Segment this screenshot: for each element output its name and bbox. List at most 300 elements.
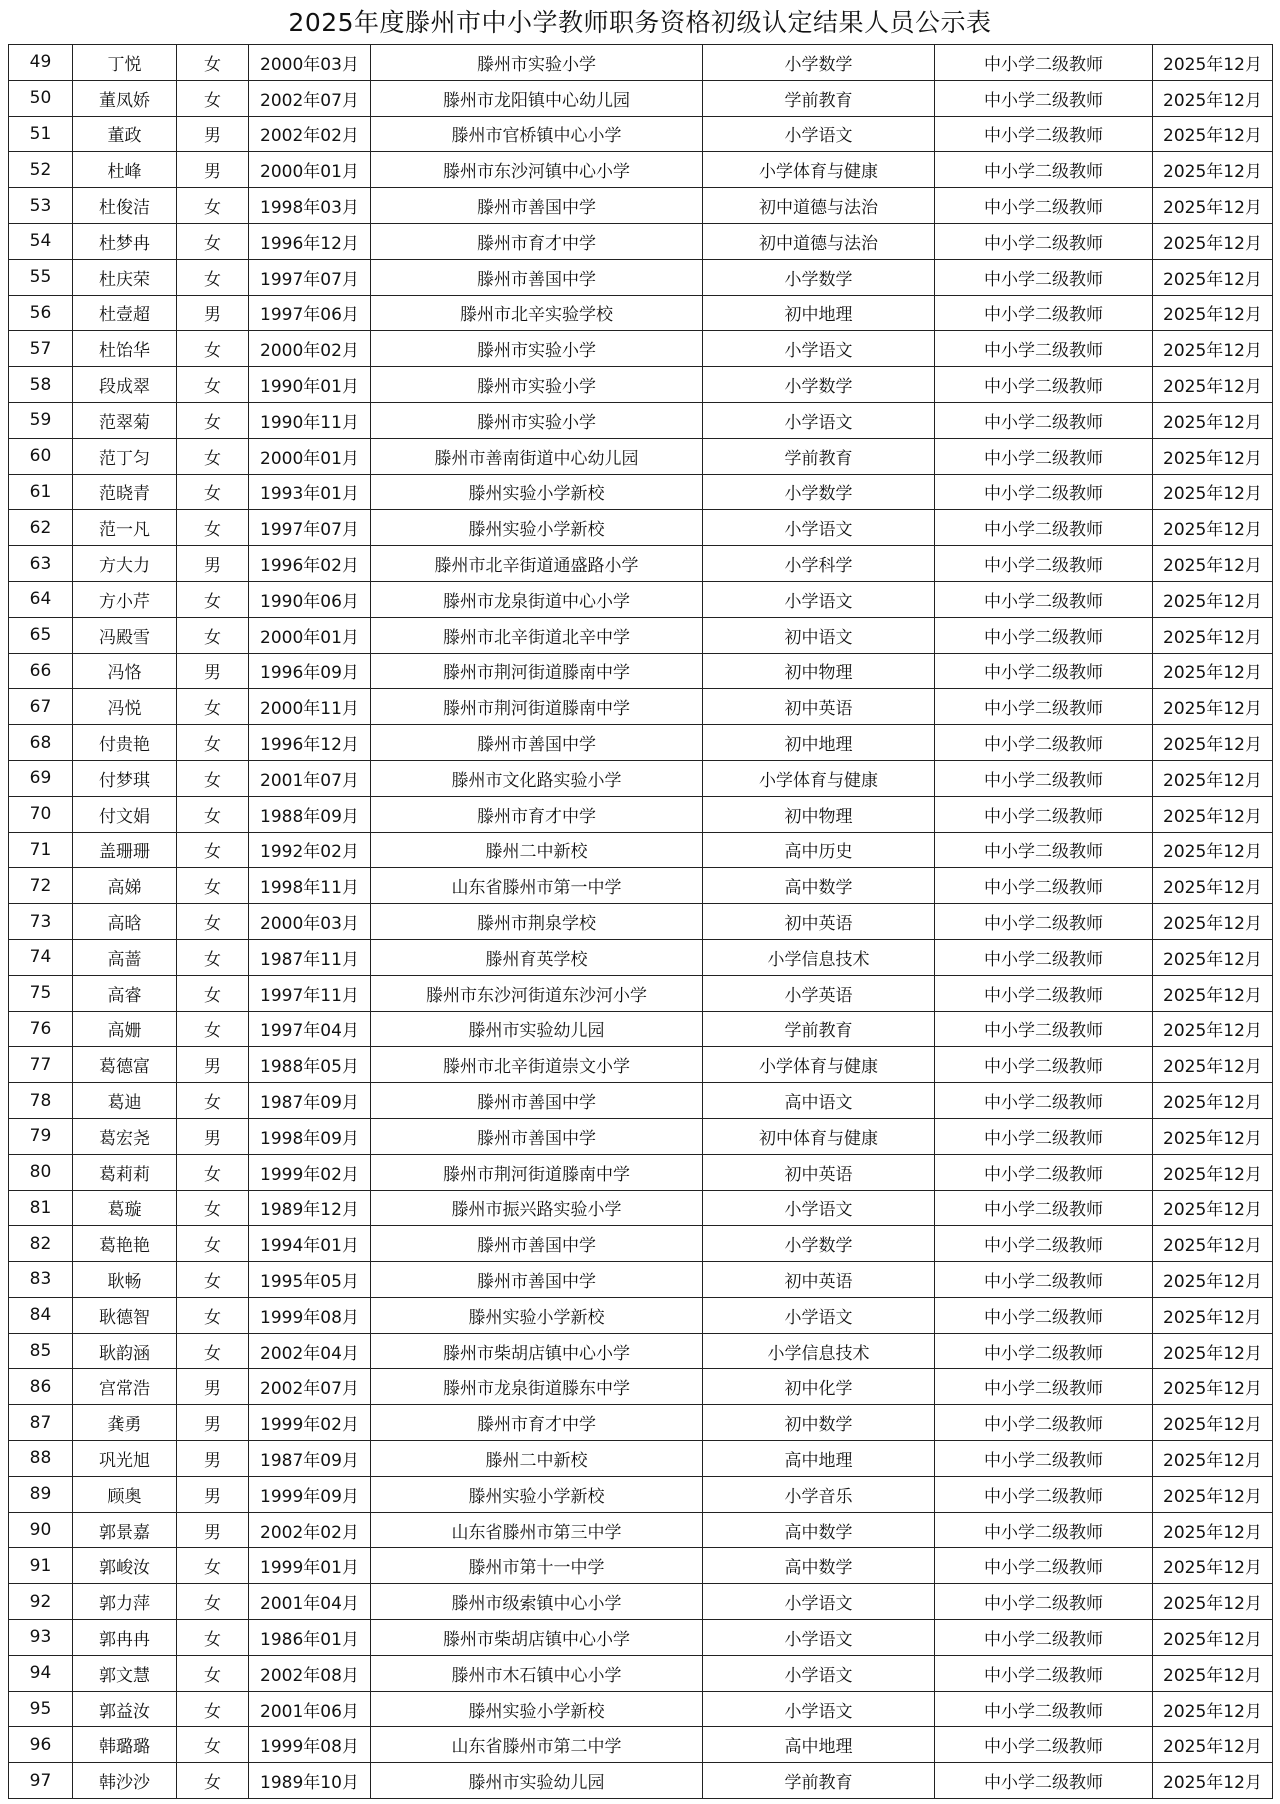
- birth-cell: 1987年11月: [249, 939, 371, 975]
- birth-cell: 1999年01月: [249, 1548, 371, 1584]
- date-cell: 2025年12月: [1153, 653, 1273, 689]
- school-cell: 滕州市善国中学: [371, 1226, 703, 1262]
- title-cell: 中小学二级教师: [935, 438, 1153, 474]
- date-cell: 2025年12月: [1153, 1369, 1273, 1405]
- subject-cell: 高中地理: [703, 1441, 935, 1477]
- birth-cell: 1990年11月: [249, 402, 371, 438]
- birth-cell: 1998年11月: [249, 868, 371, 904]
- name-cell: 冯殿雪: [73, 617, 177, 653]
- gender-cell: 女: [177, 1763, 249, 1799]
- school-cell: 滕州市善国中学: [371, 259, 703, 295]
- gender-cell: 女: [177, 1620, 249, 1656]
- gender-cell: 女: [177, 1333, 249, 1369]
- title-cell: 中小学二级教师: [935, 1333, 1153, 1369]
- serial-cell: 90: [9, 1512, 73, 1548]
- school-cell: 滕州育英学校: [371, 939, 703, 975]
- date-cell: 2025年12月: [1153, 1226, 1273, 1262]
- table-row: [9, 152, 1273, 188]
- subject-cell: 高中地理: [703, 1727, 935, 1763]
- date-cell: 2025年12月: [1153, 474, 1273, 510]
- gender-cell: 女: [177, 796, 249, 832]
- name-cell: 顾奥: [73, 1476, 177, 1512]
- title-cell: 中小学二级教师: [935, 331, 1153, 367]
- date-cell: 2025年12月: [1153, 1763, 1273, 1799]
- school-cell: 滕州市善国中学: [371, 1262, 703, 1298]
- serial-cell: 59: [9, 402, 73, 438]
- title-cell: 中小学二级教师: [935, 832, 1153, 868]
- birth-cell: 1996年12月: [249, 725, 371, 761]
- serial-cell: 69: [9, 760, 73, 796]
- name-cell: 葛莉莉: [73, 1154, 177, 1190]
- date-cell: 2025年12月: [1153, 1118, 1273, 1154]
- date-cell: 2025年12月: [1153, 1727, 1273, 1763]
- gender-cell: 女: [177, 1190, 249, 1226]
- school-cell: 滕州实验小学新校: [371, 1691, 703, 1727]
- school-cell: 滕州市北辛街道崇文小学: [371, 1047, 703, 1083]
- name-cell: 耿德智: [73, 1297, 177, 1333]
- title-cell: 中小学二级教师: [935, 546, 1153, 582]
- subject-cell: 初中英语: [703, 1154, 935, 1190]
- serial-cell: 83: [9, 1262, 73, 1298]
- birth-cell: 1996年12月: [249, 223, 371, 259]
- name-cell: 高睿: [73, 975, 177, 1011]
- school-cell: 滕州二中新校: [371, 832, 703, 868]
- school-cell: 滕州市善南街道中心幼儿园: [371, 438, 703, 474]
- birth-cell: 1987年09月: [249, 1083, 371, 1119]
- school-cell: 山东省滕州市第一中学: [371, 868, 703, 904]
- title-cell: 中小学二级教师: [935, 1763, 1153, 1799]
- serial-cell: 51: [9, 116, 73, 152]
- serial-cell: 85: [9, 1333, 73, 1369]
- school-cell: 滕州实验小学新校: [371, 1297, 703, 1333]
- gender-cell: 女: [177, 1262, 249, 1298]
- table-row: [9, 1083, 1273, 1119]
- table-row: [9, 546, 1273, 582]
- table-row: [9, 796, 1273, 832]
- subject-cell: 初中地理: [703, 725, 935, 761]
- subject-cell: 小学科学: [703, 546, 935, 582]
- subject-cell: 小学语文: [703, 1655, 935, 1691]
- school-cell: 滕州二中新校: [371, 1441, 703, 1477]
- title-cell: 中小学二级教师: [935, 402, 1153, 438]
- school-cell: 滕州市善国中学: [371, 725, 703, 761]
- subject-cell: 学前教育: [703, 1011, 935, 1047]
- title-cell: 中小学二级教师: [935, 1262, 1153, 1298]
- gender-cell: 男: [177, 116, 249, 152]
- title-cell: 中小学二级教师: [935, 904, 1153, 940]
- subject-cell: 初中英语: [703, 1262, 935, 1298]
- title-cell: 中小学二级教师: [935, 1083, 1153, 1119]
- name-cell: 方小芹: [73, 581, 177, 617]
- birth-cell: 2000年01月: [249, 438, 371, 474]
- birth-cell: 1996年02月: [249, 546, 371, 582]
- title-cell: 中小学二级教师: [935, 1620, 1153, 1656]
- table-row: [9, 1118, 1273, 1154]
- birth-cell: 1986年01月: [249, 1620, 371, 1656]
- birth-cell: 1997年07月: [249, 259, 371, 295]
- school-cell: 滕州市龙泉街道中心小学: [371, 581, 703, 617]
- serial-cell: 97: [9, 1763, 73, 1799]
- name-cell: 范一凡: [73, 510, 177, 546]
- birth-cell: 1996年09月: [249, 653, 371, 689]
- title-cell: 中小学二级教师: [935, 1655, 1153, 1691]
- title-cell: 中小学二级教师: [935, 1297, 1153, 1333]
- serial-cell: 84: [9, 1297, 73, 1333]
- birth-cell: 1990年01月: [249, 367, 371, 403]
- subject-cell: 高中数学: [703, 868, 935, 904]
- table-row: [9, 760, 1273, 796]
- table-row: [9, 1297, 1273, 1333]
- serial-cell: 62: [9, 510, 73, 546]
- table-row: [9, 1763, 1273, 1799]
- school-cell: 滕州市荆河街道滕南中学: [371, 689, 703, 725]
- gender-cell: 女: [177, 1154, 249, 1190]
- gender-cell: 男: [177, 295, 249, 331]
- title-cell: 中小学二级教师: [935, 689, 1153, 725]
- gender-cell: 女: [177, 617, 249, 653]
- name-cell: 高蔷: [73, 939, 177, 975]
- birth-cell: 1999年08月: [249, 1297, 371, 1333]
- name-cell: 冯悦: [73, 689, 177, 725]
- gender-cell: 女: [177, 1297, 249, 1333]
- table-row: [9, 1727, 1273, 1763]
- school-cell: 滕州市北辛实验学校: [371, 295, 703, 331]
- title-cell: 中小学二级教师: [935, 725, 1153, 761]
- subject-cell: 初中道德与法治: [703, 223, 935, 259]
- subject-cell: 小学语文: [703, 116, 935, 152]
- title-cell: 中小学二级教师: [935, 1441, 1153, 1477]
- serial-cell: 49: [9, 45, 73, 81]
- title-cell: 中小学二级教师: [935, 80, 1153, 116]
- title-cell: 中小学二级教师: [935, 1584, 1153, 1620]
- birth-cell: 2000年03月: [249, 45, 371, 81]
- date-cell: 2025年12月: [1153, 1011, 1273, 1047]
- serial-cell: 71: [9, 832, 73, 868]
- name-cell: 丁悦: [73, 45, 177, 81]
- table-row: [9, 1476, 1273, 1512]
- serial-cell: 93: [9, 1620, 73, 1656]
- page-title: 2025年度滕州市中小学教师职务资格初级认定结果人员公示表: [288, 8, 992, 37]
- table-row: [9, 116, 1273, 152]
- name-cell: 葛德富: [73, 1047, 177, 1083]
- gender-cell: 女: [177, 725, 249, 761]
- table-row: [9, 832, 1273, 868]
- title-cell: 中小学二级教师: [935, 1118, 1153, 1154]
- subject-cell: 小学语文: [703, 581, 935, 617]
- name-cell: 葛宏尧: [73, 1118, 177, 1154]
- table-row: [9, 1369, 1273, 1405]
- name-cell: 龚勇: [73, 1405, 177, 1441]
- serial-cell: 86: [9, 1369, 73, 1405]
- table-row: [9, 581, 1273, 617]
- title-cell: 中小学二级教师: [935, 1512, 1153, 1548]
- subject-cell: 学前教育: [703, 1763, 935, 1799]
- birth-cell: 1997年11月: [249, 975, 371, 1011]
- school-cell: 滕州市育才中学: [371, 1405, 703, 1441]
- gender-cell: 女: [177, 438, 249, 474]
- subject-cell: 小学语文: [703, 1584, 935, 1620]
- school-cell: 滕州市官桥镇中心小学: [371, 116, 703, 152]
- school-cell: 滕州市东沙河街道东沙河小学: [371, 975, 703, 1011]
- gender-cell: 女: [177, 1655, 249, 1691]
- school-cell: 滕州实验小学新校: [371, 1476, 703, 1512]
- date-cell: 2025年12月: [1153, 975, 1273, 1011]
- birth-cell: 1999年02月: [249, 1154, 371, 1190]
- subject-cell: 高中数学: [703, 1548, 935, 1584]
- title-cell: 中小学二级教师: [935, 653, 1153, 689]
- serial-cell: 87: [9, 1405, 73, 1441]
- table-row: [9, 1047, 1273, 1083]
- roster-body: [9, 45, 1273, 1799]
- title-cell: 中小学二级教师: [935, 223, 1153, 259]
- date-cell: 2025年12月: [1153, 116, 1273, 152]
- name-cell: 冯恪: [73, 653, 177, 689]
- name-cell: 郭文慧: [73, 1655, 177, 1691]
- gender-cell: 女: [177, 760, 249, 796]
- gender-cell: 女: [177, 904, 249, 940]
- serial-cell: 94: [9, 1655, 73, 1691]
- subject-cell: 小学语文: [703, 1297, 935, 1333]
- gender-cell: 女: [177, 1691, 249, 1727]
- school-cell: 滕州市实验小学: [371, 367, 703, 403]
- title-cell: 中小学二级教师: [935, 1011, 1153, 1047]
- serial-cell: 53: [9, 188, 73, 224]
- name-cell: 耿韵涵: [73, 1333, 177, 1369]
- birth-cell: 2000年01月: [249, 617, 371, 653]
- birth-cell: 2001年07月: [249, 760, 371, 796]
- serial-cell: 65: [9, 617, 73, 653]
- subject-cell: 小学数学: [703, 259, 935, 295]
- serial-cell: 74: [9, 939, 73, 975]
- title-cell: 中小学二级教师: [935, 259, 1153, 295]
- name-cell: 杜梦冉: [73, 223, 177, 259]
- subject-cell: 小学数学: [703, 474, 935, 510]
- table-row: [9, 367, 1273, 403]
- school-cell: 滕州市木石镇中心小学: [371, 1655, 703, 1691]
- subject-cell: 初中体育与健康: [703, 1118, 935, 1154]
- title-cell: 中小学二级教师: [935, 116, 1153, 152]
- subject-cell: 初中化学: [703, 1369, 935, 1405]
- date-cell: 2025年12月: [1153, 402, 1273, 438]
- school-cell: 山东省滕州市第二中学: [371, 1727, 703, 1763]
- gender-cell: 男: [177, 1476, 249, 1512]
- name-cell: 付文娟: [73, 796, 177, 832]
- birth-cell: 2000年03月: [249, 904, 371, 940]
- table-row: [9, 904, 1273, 940]
- date-cell: 2025年12月: [1153, 546, 1273, 582]
- gender-cell: 男: [177, 1047, 249, 1083]
- date-cell: 2025年12月: [1153, 1154, 1273, 1190]
- subject-cell: 学前教育: [703, 80, 935, 116]
- table-row: [9, 1691, 1273, 1727]
- table-row: [9, 1548, 1273, 1584]
- name-cell: 董政: [73, 116, 177, 152]
- birth-cell: 1997年07月: [249, 510, 371, 546]
- date-cell: 2025年12月: [1153, 1548, 1273, 1584]
- name-cell: 葛艳艳: [73, 1226, 177, 1262]
- gender-cell: 男: [177, 1369, 249, 1405]
- subject-cell: 小学体育与健康: [703, 1047, 935, 1083]
- subject-cell: 小学信息技术: [703, 1333, 935, 1369]
- birth-cell: 1998年03月: [249, 188, 371, 224]
- title-cell: 中小学二级教师: [935, 1369, 1153, 1405]
- date-cell: 2025年12月: [1153, 1083, 1273, 1119]
- birth-cell: 1995年05月: [249, 1262, 371, 1298]
- table-row: [9, 188, 1273, 224]
- school-cell: 滕州市实验小学: [371, 45, 703, 81]
- date-cell: 2025年12月: [1153, 796, 1273, 832]
- serial-cell: 78: [9, 1083, 73, 1119]
- title-cell: 中小学二级教师: [935, 1047, 1153, 1083]
- birth-cell: 1989年10月: [249, 1763, 371, 1799]
- title-cell: 中小学二级教师: [935, 1548, 1153, 1584]
- date-cell: 2025年12月: [1153, 259, 1273, 295]
- school-cell: 滕州实验小学新校: [371, 474, 703, 510]
- school-cell: 滕州市善国中学: [371, 1118, 703, 1154]
- name-cell: 范晓青: [73, 474, 177, 510]
- table-row: [9, 1584, 1273, 1620]
- name-cell: 高晗: [73, 904, 177, 940]
- gender-cell: 女: [177, 868, 249, 904]
- title-cell: 中小学二级教师: [935, 152, 1153, 188]
- table-row: [9, 474, 1273, 510]
- table-row: [9, 402, 1273, 438]
- birth-cell: 2001年04月: [249, 1584, 371, 1620]
- gender-cell: 女: [177, 939, 249, 975]
- name-cell: 杜庆荣: [73, 259, 177, 295]
- school-cell: 滕州市龙泉街道滕东中学: [371, 1369, 703, 1405]
- name-cell: 葛璇: [73, 1190, 177, 1226]
- birth-cell: 1993年01月: [249, 474, 371, 510]
- table-row: [9, 689, 1273, 725]
- gender-cell: 男: [177, 1405, 249, 1441]
- serial-cell: 89: [9, 1476, 73, 1512]
- name-cell: 高娣: [73, 868, 177, 904]
- school-cell: 滕州市实验小学: [371, 402, 703, 438]
- birth-cell: 1998年09月: [249, 1118, 371, 1154]
- subject-cell: 初中数学: [703, 1405, 935, 1441]
- subject-cell: 高中数学: [703, 1512, 935, 1548]
- name-cell: 段成翠: [73, 367, 177, 403]
- subject-cell: 学前教育: [703, 438, 935, 474]
- date-cell: 2025年12月: [1153, 367, 1273, 403]
- name-cell: 韩璐璐: [73, 1727, 177, 1763]
- name-cell: 杜峰: [73, 152, 177, 188]
- table-row: [9, 1512, 1273, 1548]
- date-cell: 2025年12月: [1153, 188, 1273, 224]
- title-cell: 中小学二级教师: [935, 1154, 1153, 1190]
- title-cell: 中小学二级教师: [935, 45, 1153, 81]
- birth-cell: 2000年11月: [249, 689, 371, 725]
- table-row: [9, 725, 1273, 761]
- table-row: [9, 1011, 1273, 1047]
- table-row: [9, 1333, 1273, 1369]
- title-cell: 中小学二级教师: [935, 1226, 1153, 1262]
- table-row: [9, 223, 1273, 259]
- date-cell: 2025年12月: [1153, 939, 1273, 975]
- subject-cell: 小学数学: [703, 45, 935, 81]
- date-cell: 2025年12月: [1153, 1441, 1273, 1477]
- school-cell: 滕州市第十一中学: [371, 1548, 703, 1584]
- title-cell: 中小学二级教师: [935, 939, 1153, 975]
- table-row: [9, 1441, 1273, 1477]
- subject-cell: 初中英语: [703, 904, 935, 940]
- subject-cell: 初中物理: [703, 796, 935, 832]
- date-cell: 2025年12月: [1153, 223, 1273, 259]
- gender-cell: 女: [177, 689, 249, 725]
- gender-cell: 女: [177, 474, 249, 510]
- table-row: [9, 939, 1273, 975]
- birth-cell: 1990年06月: [249, 581, 371, 617]
- gender-cell: 女: [177, 1727, 249, 1763]
- date-cell: 2025年12月: [1153, 1333, 1273, 1369]
- title-cell: 中小学二级教师: [935, 975, 1153, 1011]
- table-row: [9, 45, 1273, 81]
- table-row: [9, 1405, 1273, 1441]
- subject-cell: 小学体育与健康: [703, 152, 935, 188]
- gender-cell: 男: [177, 653, 249, 689]
- school-cell: 滕州市级索镇中心小学: [371, 1584, 703, 1620]
- school-cell: 滕州市文化路实验小学: [371, 760, 703, 796]
- gender-cell: 女: [177, 367, 249, 403]
- subject-cell: 小学语文: [703, 510, 935, 546]
- gender-cell: 女: [177, 188, 249, 224]
- serial-cell: 91: [9, 1548, 73, 1584]
- date-cell: 2025年12月: [1153, 1047, 1273, 1083]
- birth-cell: 1999年08月: [249, 1727, 371, 1763]
- school-cell: 滕州市龙阳镇中心幼儿园: [371, 80, 703, 116]
- table-row: [9, 653, 1273, 689]
- subject-cell: 初中语文: [703, 617, 935, 653]
- table-row: [9, 510, 1273, 546]
- serial-cell: 55: [9, 259, 73, 295]
- title-cell: 中小学二级教师: [935, 581, 1153, 617]
- title-cell: 中小学二级教师: [935, 1476, 1153, 1512]
- school-cell: 滕州市荆泉学校: [371, 904, 703, 940]
- birth-cell: 1999年09月: [249, 1476, 371, 1512]
- gender-cell: 男: [177, 1512, 249, 1548]
- serial-cell: 56: [9, 295, 73, 331]
- table-row: [9, 438, 1273, 474]
- subject-cell: 小学语文: [703, 331, 935, 367]
- date-cell: 2025年12月: [1153, 510, 1273, 546]
- birth-cell: 2000年02月: [249, 331, 371, 367]
- name-cell: 耿畅: [73, 1262, 177, 1298]
- name-cell: 盖珊珊: [73, 832, 177, 868]
- title-cell: 中小学二级教师: [935, 1727, 1153, 1763]
- serial-cell: 52: [9, 152, 73, 188]
- birth-cell: 2002年02月: [249, 1512, 371, 1548]
- date-cell: 2025年12月: [1153, 331, 1273, 367]
- table-row: [9, 975, 1273, 1011]
- gender-cell: 男: [177, 152, 249, 188]
- table-row: [9, 1190, 1273, 1226]
- school-cell: 滕州市实验幼儿园: [371, 1763, 703, 1799]
- birth-cell: 1997年04月: [249, 1011, 371, 1047]
- birth-cell: 1999年02月: [249, 1405, 371, 1441]
- school-cell: 滕州市北辛街道北辛中学: [371, 617, 703, 653]
- birth-cell: 2002年07月: [249, 80, 371, 116]
- date-cell: 2025年12月: [1153, 1512, 1273, 1548]
- name-cell: 郭峻汝: [73, 1548, 177, 1584]
- serial-cell: 96: [9, 1727, 73, 1763]
- date-cell: 2025年12月: [1153, 1584, 1273, 1620]
- date-cell: 2025年12月: [1153, 581, 1273, 617]
- name-cell: 付梦琪: [73, 760, 177, 796]
- school-cell: 滕州市振兴路实验小学: [371, 1190, 703, 1226]
- serial-cell: 77: [9, 1047, 73, 1083]
- gender-cell: 女: [177, 1011, 249, 1047]
